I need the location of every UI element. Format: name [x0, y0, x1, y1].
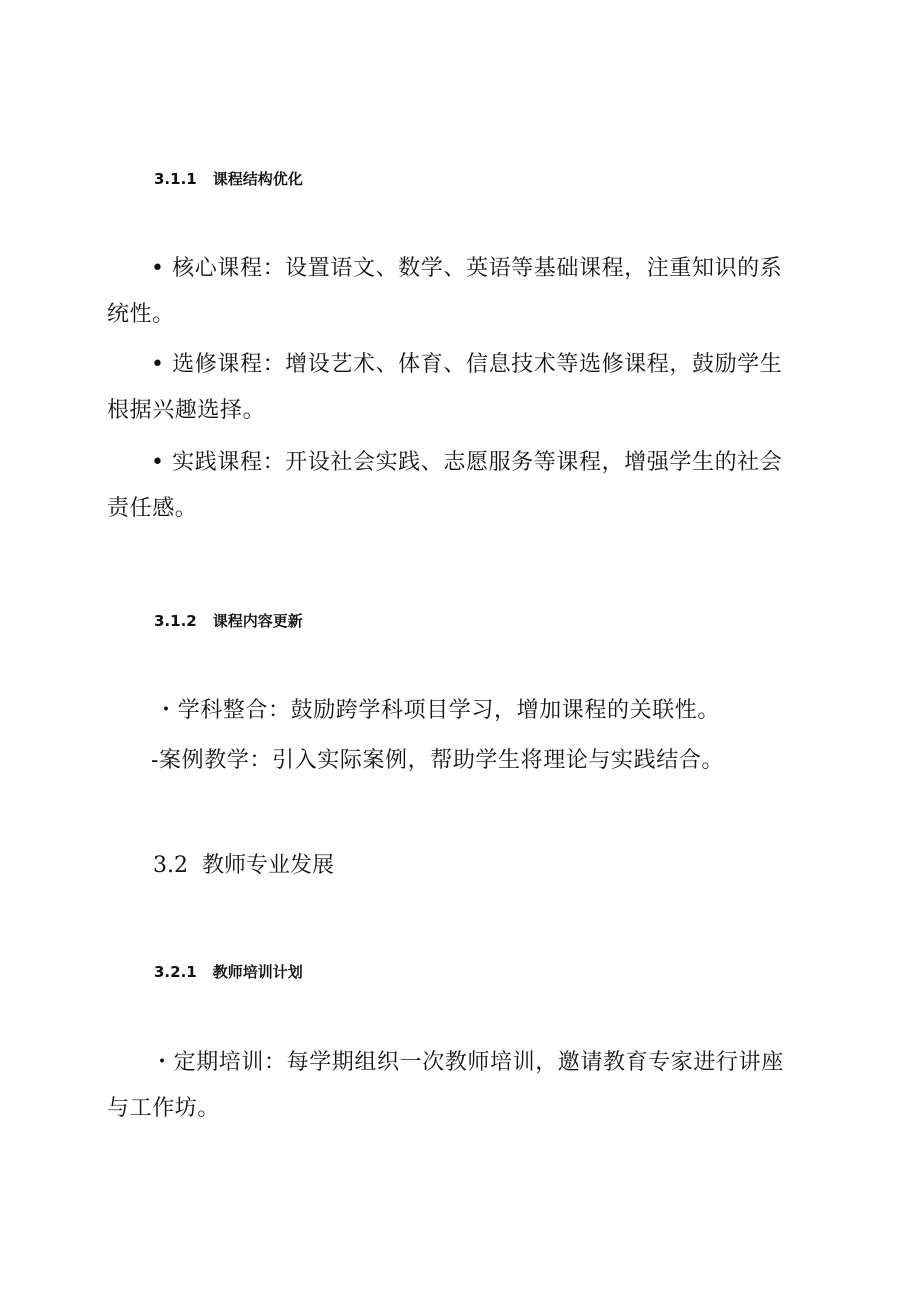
paragraph-line: 责任感。	[107, 496, 198, 521]
paragraph-line: • 选修课程：增设艺术、体育、信息技术等选修课程，鼓励学生	[151, 352, 783, 377]
section-title: 课程结构优化	[212, 170, 303, 188]
section-heading-3-2-1	[154, 961, 303, 982]
paragraph-subject-integration	[155, 688, 855, 734]
section-heading-3-2	[153, 848, 334, 879]
section-heading-3-1-1	[154, 168, 303, 189]
paragraph-line: 与工作坊。	[107, 1096, 221, 1121]
section-number: 3.2.1	[154, 963, 197, 981]
section-title: 教师培训计划	[212, 963, 303, 981]
paragraph-line: ・定期培训：每学期组织一次教师培训，邀请教育专家进行讲座	[151, 1050, 784, 1075]
paragraph-regular-training	[107, 1040, 807, 1132]
paragraph-line: -案例教学：引入实际案例，帮助学生将理论与实践结合。	[151, 748, 725, 773]
paragraph-core-courses	[107, 246, 807, 338]
paragraph-line: • 实践课程：开设社会实践、志愿服务等课程，增强学生的社会	[151, 450, 783, 475]
paragraph-line: 根据兴趣选择。	[107, 398, 266, 423]
paragraph-elective-courses	[107, 342, 807, 434]
paragraph-line: ・学科整合：鼓励跨学科项目学习，增加课程的关联性。	[155, 698, 721, 723]
section-heading-3-1-2	[154, 610, 303, 631]
paragraph-line: • 核心课程：设置语文、数学、英语等基础课程，注重知识的系	[151, 256, 783, 281]
paragraph-practice-courses	[107, 440, 807, 532]
section-number: 3.2	[153, 853, 188, 878]
section-number: 3.1.2	[154, 612, 197, 630]
section-title: 教师专业发展	[202, 853, 335, 878]
paragraph-line: 统性。	[107, 302, 175, 327]
section-title: 课程内容更新	[212, 612, 303, 630]
section-number: 3.1.1	[154, 170, 197, 188]
paragraph-case-teaching	[151, 738, 851, 784]
